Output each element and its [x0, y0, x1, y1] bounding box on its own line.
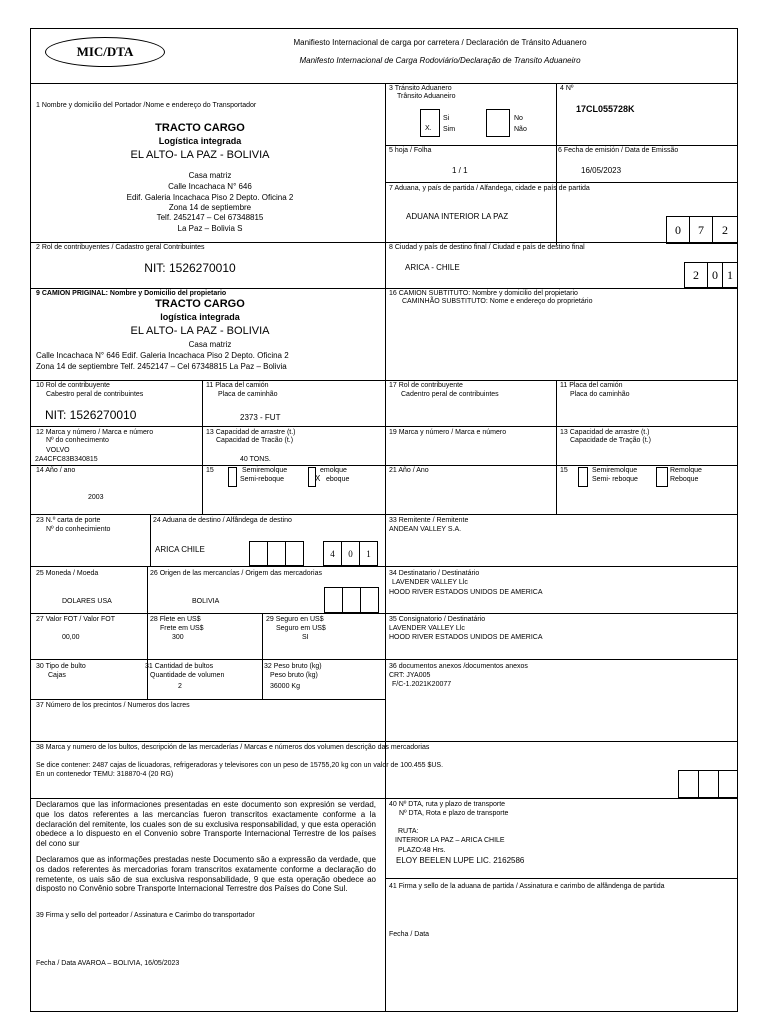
divider: [30, 741, 738, 742]
carrier-tax-id: NIT: 1526270010: [144, 261, 236, 275]
divider: [30, 514, 738, 515]
trailer-mark: X: [315, 474, 321, 483]
field-17-label: 17 Rol de contribuyente: [389, 382, 463, 389]
owner-address: Calle Incachaca N° 646 Edif. Galeria Incachaca Piso 2 Depto. Oficina 2: [36, 351, 289, 360]
field-3-label: 3 Tránsito Aduanero: [389, 85, 452, 92]
consignee-address: HOOD RIVER ESTADOS UNIDOS DE AMERICA: [389, 634, 543, 641]
package-type: Cajas: [48, 672, 66, 679]
goods-description: Se dice contener: 2487 cajas de licuadoras, refrigeradoras y televisores con un peso de 15755,20 kg con un valor de 100.455 $US.: [36, 762, 444, 769]
departure-code-cell: 2: [712, 216, 738, 244]
issue-date: 16/05/2023: [581, 166, 622, 175]
divider: [30, 798, 738, 799]
sheet-number: 1 / 1: [452, 166, 468, 175]
divider: [30, 380, 738, 381]
field-20-label-pt: Capacidade de Tração (t.): [570, 437, 651, 444]
field-19-label: 19 Marca y número / Marca e número: [389, 429, 507, 436]
document-number: 17CL055728K: [576, 104, 635, 114]
field-23-label: 23 N.º carta de porte: [36, 517, 101, 524]
carrier-company-name: TRACTO CARGO: [155, 122, 245, 134]
carrier-address: Zona 14 de septiembre: [168, 203, 252, 212]
transit-no-checkbox[interactable]: [486, 109, 510, 137]
semitrailer-checkbox[interactable]: [228, 467, 237, 487]
divider: [30, 465, 738, 466]
destination-code-cell: 0: [707, 262, 723, 288]
field-28-label-pt: Frete em US$: [160, 625, 204, 632]
semitrailer-label: Semiremolque: [242, 467, 288, 474]
departure-code-cell: 0: [666, 216, 690, 244]
marks-cell: [718, 770, 738, 798]
field-39-label: 39 Firma y sello del porteador / Assinatura e Carimbo do transportador: [36, 912, 255, 919]
destination-customs-code-cell: 0: [341, 541, 360, 566]
field-14-label: 14 Año / ano: [36, 467, 76, 474]
field-2-label: 2 Rol de contribuyentes / Cadastro geral Contribuintes: [36, 244, 205, 251]
carrier-address: Casa matriz: [188, 171, 232, 180]
insurance-value: SI: [302, 634, 309, 641]
field-40-label-pt: Nº DTA, Rota e plazo de transporte: [399, 810, 509, 817]
field-9-label: 9 CAMION PRIGINAL: Nombre y Domicilio del propietario: [36, 290, 227, 297]
departure-customs: ADUANA INTERIOR LA PAZ: [406, 212, 509, 221]
divider: [30, 426, 738, 427]
field-32-label-pt: Peso bruto (kg): [270, 672, 318, 679]
owner-address: Casa matriz: [188, 340, 232, 349]
freight-value: 300: [172, 634, 184, 641]
origin-code-cell: [360, 587, 379, 613]
field-18-label-pt: Placa do caminhão: [570, 391, 630, 398]
field-13-label-pt: Capacidad de Tracão (t.): [216, 437, 294, 444]
owner-address: Zona 14 de septiembre Telf. 2452147 – Cel 67348815 La Paz – Bolivia: [36, 362, 287, 371]
field-18-label: 11 Placa del camión: [560, 382, 623, 389]
marks-cell: [678, 770, 699, 798]
carrier-tagline: Logística integrada: [158, 136, 242, 146]
divider: [556, 83, 557, 245]
container-info: En un contenedor TEMU: 318870-4 (20 RG): [36, 771, 174, 778]
destination-code-cell: 2: [684, 262, 708, 288]
divider: [556, 380, 557, 514]
field-4-label: 4 Nº: [560, 85, 574, 92]
field-27-label: 27 Valor FOT / Valor FOT: [36, 616, 115, 623]
field-29-label-pt: Seguro em US$: [276, 625, 326, 632]
owner-tagline: logística integrada: [160, 312, 240, 322]
field-16-label: 16 CAMION SUBTITUTO: Nombre y domicilio del propietario: [389, 290, 578, 297]
field-23-label-pt: Nº do conhecimiento: [46, 526, 111, 533]
annex-crt: CRT: JYA005: [389, 672, 431, 679]
mic-dta-logo: MIC/DTA: [45, 37, 165, 67]
field-6-label: 6 Fecha de emisión / Data de Emissão: [558, 147, 679, 154]
trailer-label-pt: eboque: [326, 476, 350, 483]
carrier-signature-date: Fecha / Data AVAROA – BOLIVIA, 16/05/2023: [36, 960, 180, 967]
origin-code-cell: [324, 587, 343, 613]
destination-city: ARICA - CHILE: [405, 263, 460, 272]
field-40-label: 40 Nº DTA, ruta y plazo de transporte: [389, 801, 506, 808]
substitute-semitrailer-checkbox[interactable]: [578, 467, 588, 487]
transport-route: INTERIOR LA PAZ – ARICA CHILE: [395, 837, 505, 844]
truck-plate: 2373 - FUT: [240, 413, 281, 422]
carrier-address: Edif. Galeria Incachaca Piso 2 Depto. Oficina 2: [126, 193, 294, 202]
divider: [150, 514, 151, 566]
field-25-label: 25 Moneda / Moeda: [36, 570, 99, 577]
divider: [30, 288, 738, 289]
field-37-label: 37 Número de los precintos / Numeros dos lacres: [36, 702, 190, 709]
divider: [30, 699, 385, 700]
field-10-label: 10 Rol de contribuyente: [36, 382, 110, 389]
substitute-semitrailer-label: Semiremolque: [592, 467, 638, 474]
divider: [30, 566, 738, 567]
goods-origin: BOLIVIA: [192, 598, 220, 605]
field-38-label: 38 Marca y numero de los bultos, descripción de las mercaderías / Marcas e números dos volumen descrição das mercadorias: [36, 744, 430, 751]
field-34-label: 34 Destinatario / Destinatário: [389, 570, 480, 577]
owner-tax-id: NIT: 1526270010: [45, 408, 137, 422]
transit-yes-label-pt: Sim: [443, 126, 456, 133]
field-5-label: 5 hoja / Folha: [389, 147, 432, 154]
currency: DOLARES USA: [62, 598, 112, 605]
substitute-trailer-label: Remolque: [670, 467, 702, 474]
transit-no-label-pt: Não: [514, 126, 527, 133]
annex-invoice: F/C-1.2021K20077: [392, 681, 452, 688]
marks-cell: [698, 770, 719, 798]
field-20-label: 13 Capacidad de arrastre (t.): [560, 429, 650, 436]
field-24-label: 24 Aduana de destino / Alfândega de destino: [153, 517, 292, 524]
field-30-label: 30 Tipo de bulto: [36, 663, 86, 670]
truck-serial: 2A4CFC83B340815: [35, 456, 98, 463]
divider: [30, 659, 738, 660]
transit-no-label: No: [514, 115, 523, 122]
field-7-label: 7 Aduana, y país de partida / Alfandega, cidade e país de partida: [389, 185, 590, 192]
owner-company-name: TRACTO CARGO: [155, 298, 245, 310]
field-17-label-pt: Cadentro peral de contribuintes: [401, 391, 499, 398]
owner-city: EL ALTO- LA PAZ - BOLIVIA: [130, 325, 270, 337]
semitrailer-label-pt: Semi-reboque: [240, 476, 284, 483]
field-12-label: 12 Marca y número / Marca e número: [36, 429, 154, 436]
departure-code-cell: 7: [689, 216, 713, 244]
divider: [385, 182, 738, 183]
header-title-pt: Manifesto Internacional de Carga Rodoviário/Declaração de Transito Aduaneiro: [299, 56, 581, 65]
destination-code-cell: 1: [722, 262, 738, 288]
field-10-label-pt: Cabestro peral de contribuintes: [46, 391, 144, 398]
field-28-label: 28 Flete en US$: [150, 616, 201, 623]
transit-yes-label: Si: [443, 115, 450, 122]
field-29-label: 29 Seguro en US$: [266, 616, 324, 623]
field-22-label: 15: [560, 467, 568, 474]
destination-customs-code-cell: [267, 541, 286, 566]
carrier-address: Calle Incachaca N° 646: [168, 182, 252, 191]
driver-license: ELOY BEELEN LUPE LIC. 2162586: [396, 856, 525, 865]
transit-yes-mark: X.: [425, 125, 432, 132]
divider: [30, 83, 738, 84]
route-label: RUTA:: [398, 828, 419, 835]
field-12-label-pt: Nº do conhecimento: [46, 437, 109, 444]
origin-code-cell: [342, 587, 361, 613]
package-count: 2: [178, 683, 182, 690]
transport-deadline: PLAZO:48 Hrs.: [398, 847, 446, 854]
field-15-label: 15: [206, 467, 214, 474]
divider: [385, 145, 738, 146]
field-31-label-pt: Quantidade de volumen: [150, 672, 225, 679]
sender-name: ANDEAN VALLEY S.A.: [389, 526, 462, 533]
divider: [30, 613, 738, 614]
substitute-semitrailer-label-pt: Semi- reboque: [592, 476, 638, 483]
divider: [147, 566, 148, 699]
destination-customs-code-cell: [285, 541, 304, 566]
towing-capacity: 40 TONS.: [240, 456, 271, 463]
field-35-label: 35 Consignatorio / Destinatário: [389, 616, 486, 623]
truck-year: 2003: [88, 494, 104, 501]
field-8-label: 8 Ciudad y país de destino final / Ciudad e país de destino final: [389, 244, 585, 251]
fot-value: 00,00: [62, 634, 80, 641]
field-1-label: 1 Nombre y domicilio del Portador /Nome e endereço do Transportador: [36, 102, 257, 109]
divider: [202, 380, 203, 514]
field-36-label: 36 documentos anexos /documentos anexos: [389, 663, 528, 670]
destination-customs-code-cell: [249, 541, 268, 566]
declaration-portuguese: Declaramos que as informações prestadas neste Documento são a expressão da verdade, que os dados referentes às mercadorias foram transcritos exatamente conforme a declaração do remetente, os uais são de sua exclusiva responsabilidade, 9 que esta operação obedece ao disposto no Convênio sobre Transporte Internacional Terrestre dos Países do Cone Sul.: [36, 855, 376, 894]
destination-customs-code-cell: 4: [323, 541, 342, 566]
divider: [385, 83, 386, 1012]
field-26-label: 26 Origen de las mercancías / Origem das mercadorias: [150, 570, 322, 577]
consignee-name: LAVENDER VALLEY Llc: [389, 625, 465, 632]
field-11-label-pt: Placa de caminhão: [218, 391, 278, 398]
field-3-label-pt: Trânsito Aduaneiro: [397, 93, 456, 100]
field-11-label: 11 Placa del camión: [206, 382, 269, 389]
destination-customs-code-cell: 1: [359, 541, 378, 566]
divider: [385, 878, 738, 879]
gross-weight: 36000 Kg: [270, 683, 300, 690]
field-33-label: 33 Remitente / Remitente: [389, 517, 469, 524]
field-32-label: 32 Peso bruto (kg): [264, 663, 322, 670]
carrier-address: La Paz – Bolivia S: [177, 224, 243, 233]
substitute-trailer-label-pt: Reboque: [670, 476, 699, 483]
declaration-spanish: Declaramos que las informaciones presentadas en este documento son expresión se verdad, que los datos referentes a las mercancías fueron transcritos exactamente conforme a la declaración del remitente, los cuales son de su exclusiva responsabilidad, y que esta operación obedece a lo dispuesto en el Convenio sobre Transporte Internacional Terrestre de los países del cono sur: [36, 800, 376, 848]
truck-brand: VOLVO: [46, 447, 70, 454]
customs-signature-date: Fecha / Data: [389, 931, 430, 938]
field-41-label: 41 Firma y sello de la aduana de partida / Assinatura e carimbo de alfândenga de partida: [389, 883, 665, 890]
trailer-label: emolque: [320, 467, 347, 474]
substitute-trailer-checkbox[interactable]: [656, 467, 668, 487]
field-21-label: 21 Año / Ano: [389, 467, 429, 474]
field-31-label: 31 Cantidad de bultos: [145, 663, 214, 670]
recipient-address: HOOD RIVER ESTADOS UNIDOS DE AMERICA: [389, 589, 543, 596]
destination-customs: ARICA CHILE: [155, 545, 205, 554]
divider: [30, 242, 738, 243]
carrier-city: EL ALTO- LA PAZ - BOLIVIA: [130, 149, 270, 161]
divider: [262, 613, 263, 699]
header-title-es: Manifiesto Internacional de carga por carretera / Declaración de Tránsito Aduanero: [293, 38, 587, 47]
carrier-address: Telf. 2452147 – Cel 67348815: [156, 213, 264, 222]
recipient-name: LAVENDER VALLEY Llc: [392, 579, 468, 586]
field-13-label: 13 Capacidad de arrastre (t.): [206, 429, 296, 436]
field-16-label-pt: CAMINHÃO SUBSTITUTO: Nome e endereço do proprietário: [402, 298, 593, 305]
